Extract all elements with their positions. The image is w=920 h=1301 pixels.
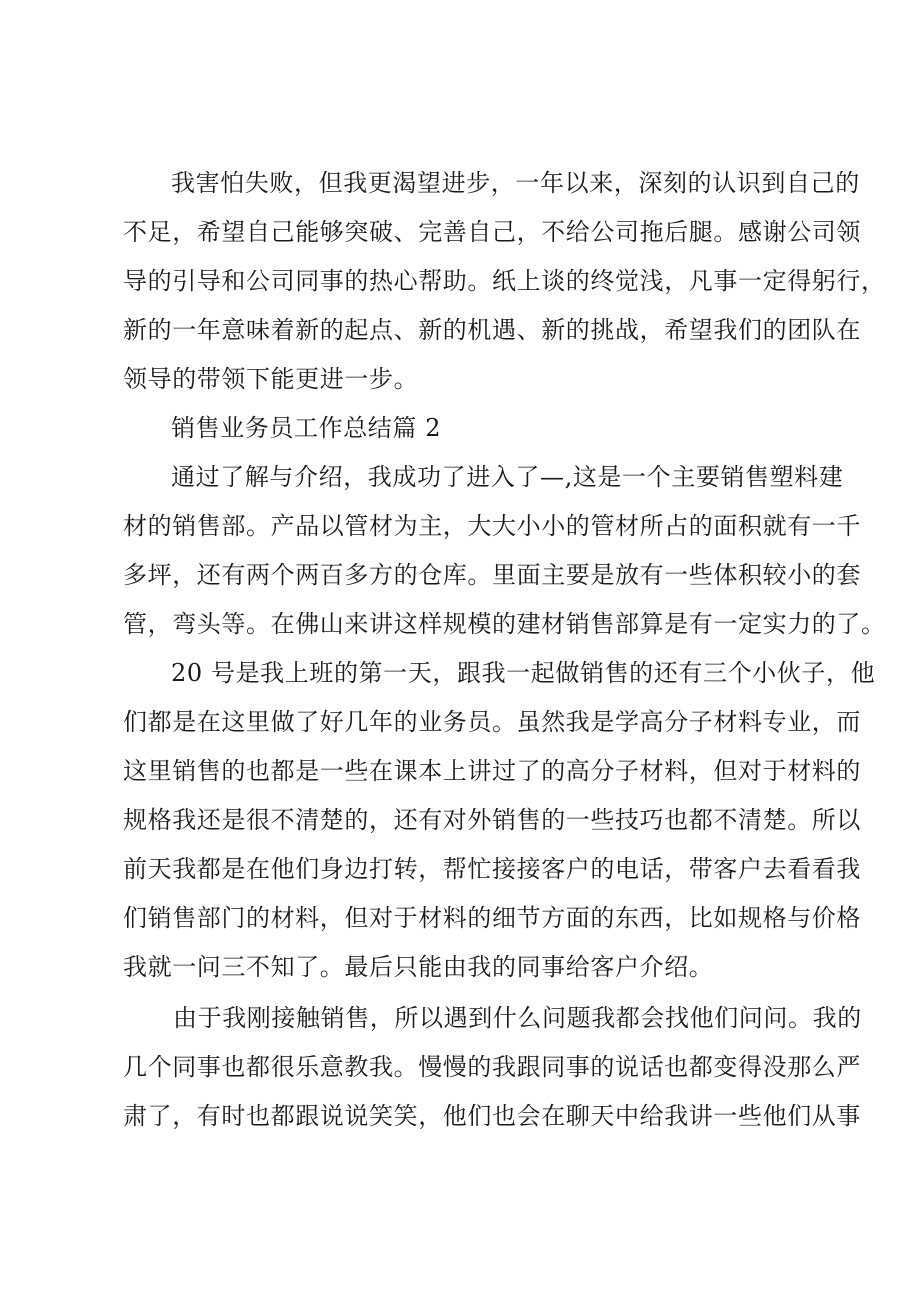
paragraph-line: 新的一年意味着新的起点、新的机遇、新的挑战，希望我们的团队在 — [123, 316, 861, 344]
paragraph-line: 规格我还是很不清楚的，还有对外销售的一些技巧也都不清楚。所以 — [123, 806, 861, 834]
paragraph-line: 前天我都是在他们身边打转，帮忙接接客户的电话，带客户去看看我 — [123, 855, 861, 883]
paragraph-line: 不足，希望自己能够突破、完善自己，不给公司拖后腿。感谢公司领 — [123, 218, 861, 246]
paragraph-line: 们销售部门的材料，但对于材料的细节方面的东西，比如规格与价格 — [123, 904, 861, 932]
paragraph-line: 肃了，有时也都跟说说笑笑，他们也会在聊天中给我讲一些他们从事 — [123, 1102, 861, 1130]
paragraph-line: 我害怕失败，但我更渴望进步，一年以来，深刻的认识到自己的 — [171, 169, 860, 197]
paragraph-line: 这里销售的也都是一些在课本上讲过了的高分子材料，但对于材料的 — [123, 757, 861, 785]
paragraph-line: 20 号是我上班的第一天，跟我一起做销售的还有三个小伙子，他 — [171, 659, 876, 687]
paragraph-line: 材的销售部。产品以管材为主，大大小小的管材所占的面积就有一千 — [123, 512, 861, 540]
section-heading: 销售业务员工作总结篇 2 — [171, 414, 442, 442]
paragraph-line: 通过了解与介绍，我成功了进入了—,这是一个主要销售塑料建 — [171, 463, 844, 491]
paragraph-line: 们都是在这里做了好几年的业务员。虽然我是学高分子材料专业，而 — [123, 708, 861, 736]
paragraph-line: 领导的带领下能更进一步。 — [123, 365, 419, 393]
paragraph-line: 几个同事也都很乐意教我。慢慢的我跟同事的说话也都变得没那么严 — [123, 1053, 861, 1081]
paragraph-line: 我就一问三不知了。最后只能由我的同事给客户介绍。 — [123, 953, 714, 981]
paragraph-line: 导的引导和公司同事的热心帮助。纸上谈的终觉浅，凡事一定得躬行， — [123, 267, 886, 295]
paragraph-line: 由于我刚接触销售，所以遇到什么问题我都会找他们问问。我的 — [173, 1004, 862, 1032]
paragraph-line: 管，弯头等。在佛山来讲这样规模的建材销售部算是有一定实力的了。 — [123, 610, 886, 638]
paragraph-line: 多坪，还有两个两百多方的仓库。里面主要是放有一些体积较小的套 — [123, 561, 861, 589]
